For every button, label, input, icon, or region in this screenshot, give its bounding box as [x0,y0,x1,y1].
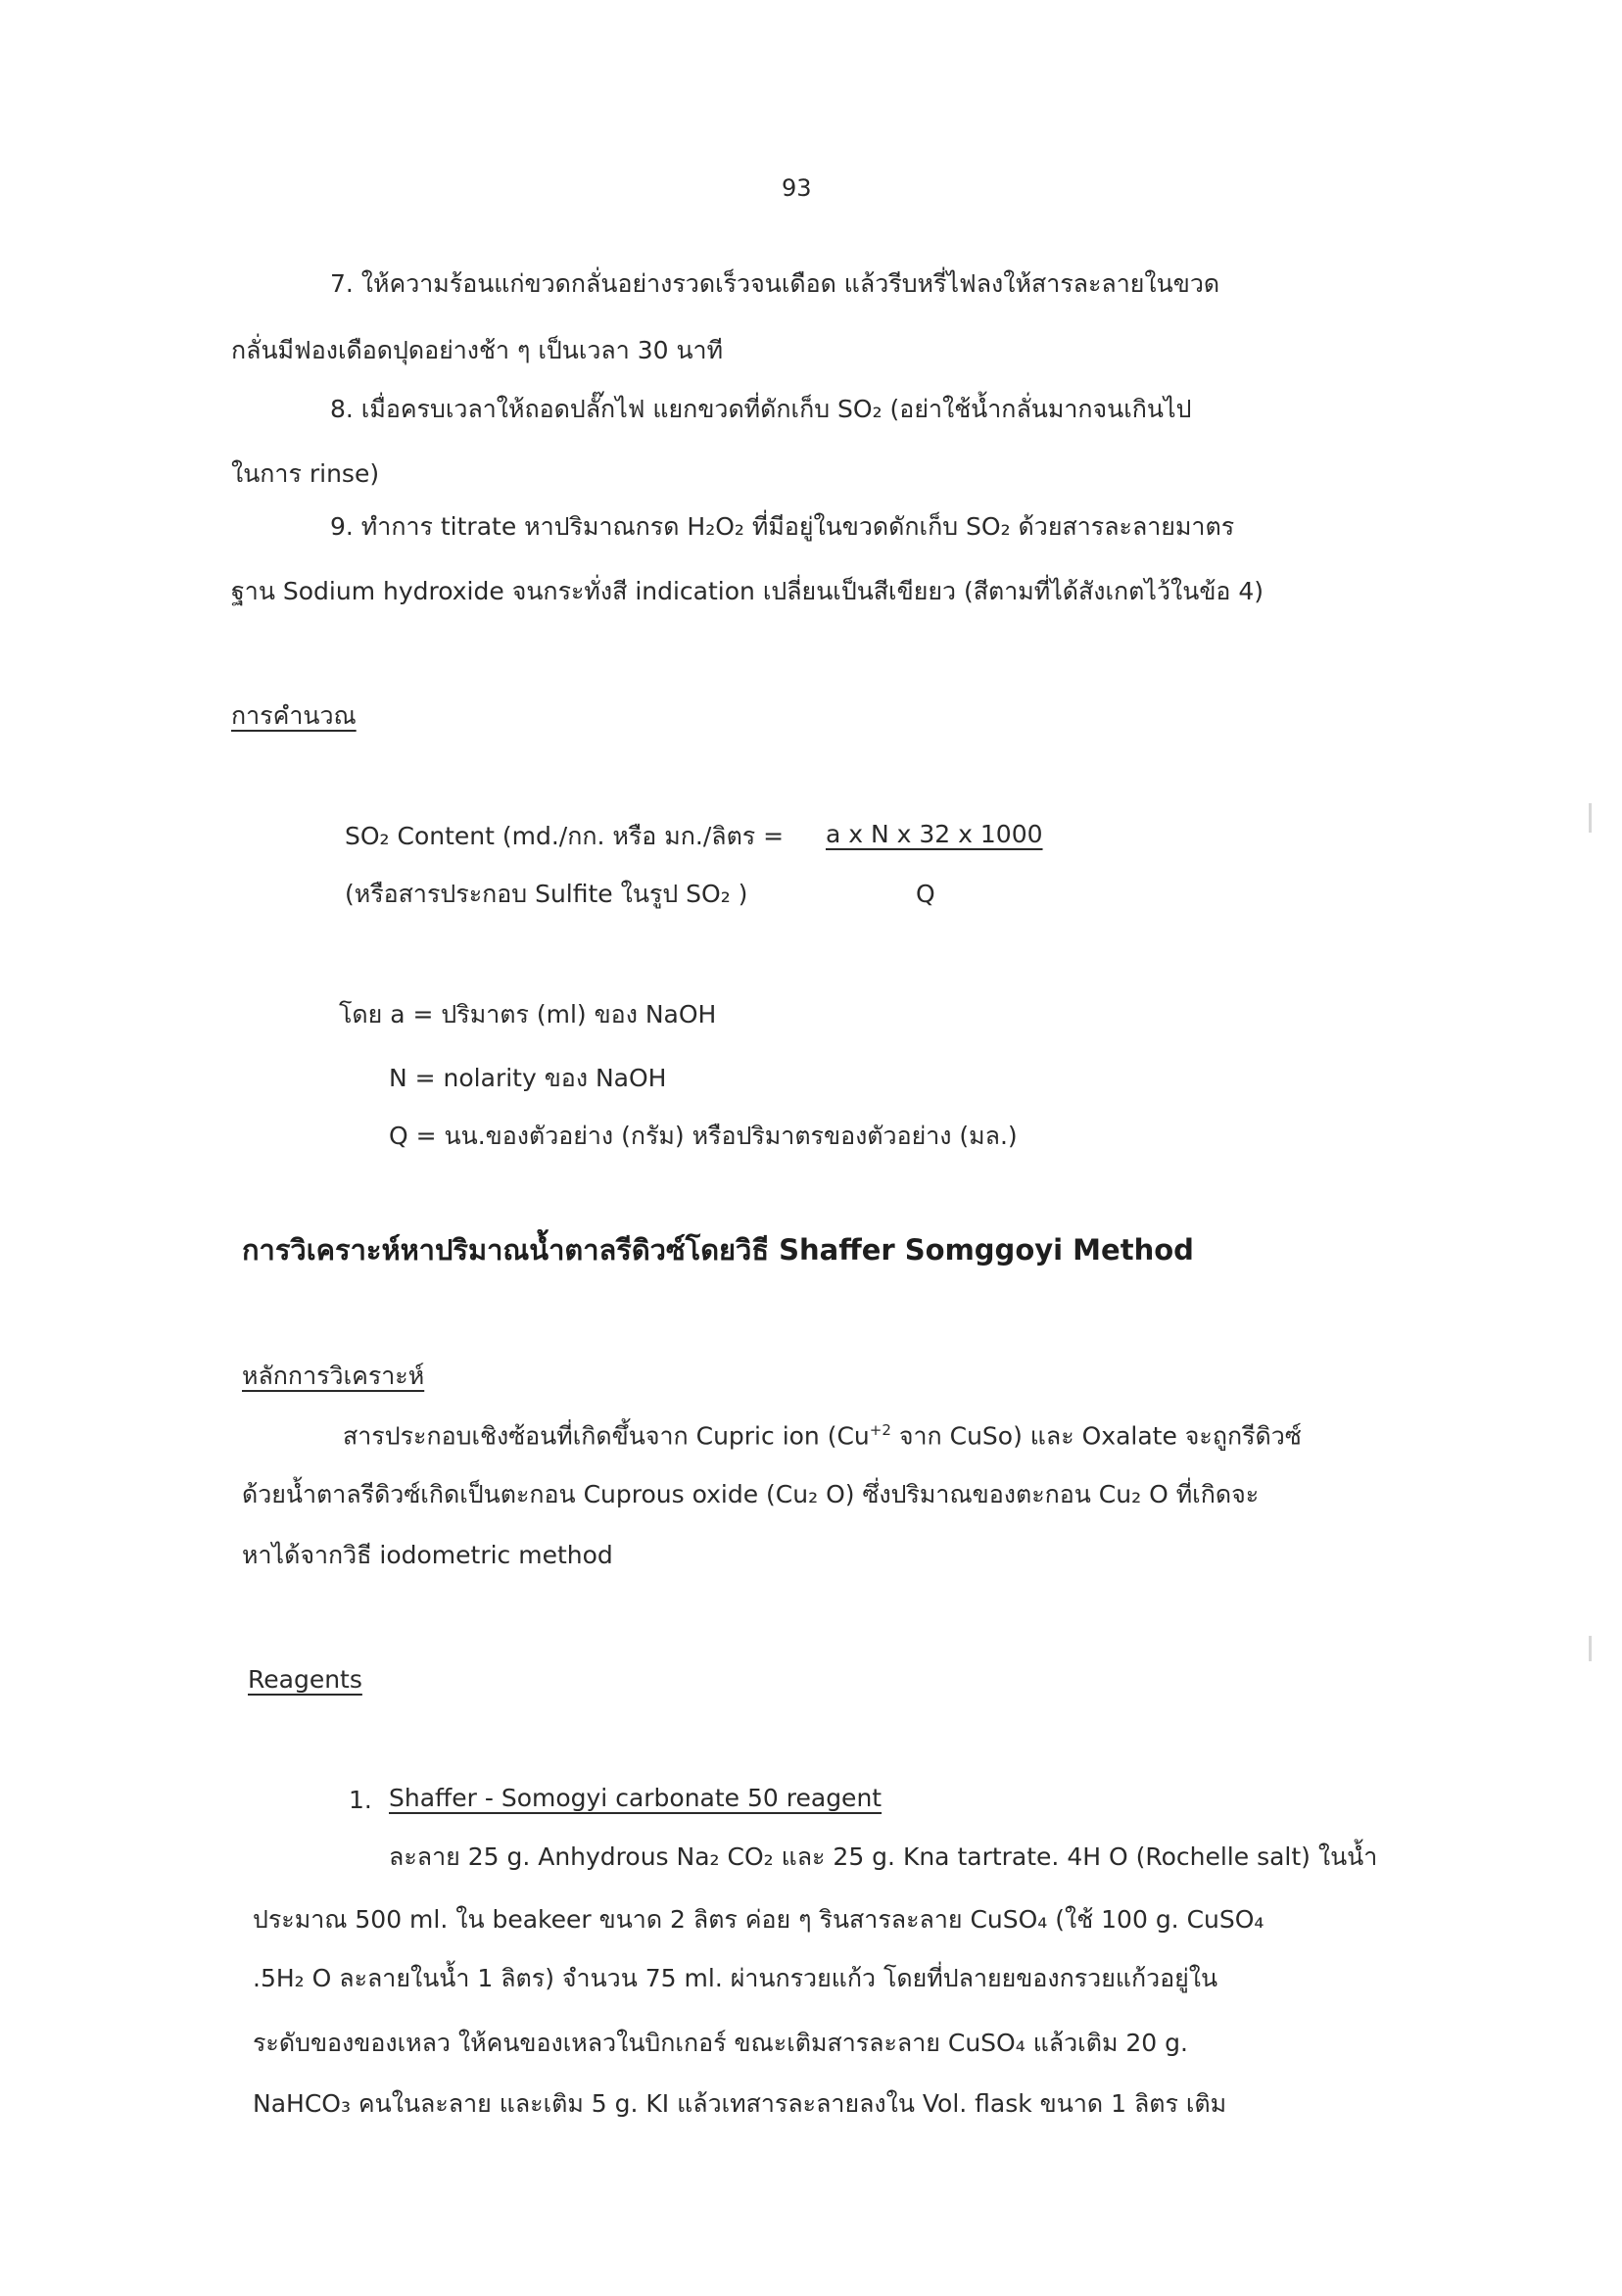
reagent-paragraph-line-2: ประมาณ 500 ml. ใน beakeer ขนาด 2 ลิตร ค่อย ๆ รินสารละลาย CuSO₄ (ใช้ 100 g. CuSO₄ [253,1905,1264,1934]
reagent-1-number: 1. [349,1786,372,1814]
reagents-heading: Reagents [248,1665,362,1694]
reagent-paragraph-line-5: NaHCO₃ คนในละลาย และเติม 5 g. KI แล้วเทสารละลายลงใน Vol. flask ขนาด 1 ลิตร เติม [253,2089,1227,2118]
definition-n: N = nolarity ของ NaOH [389,1064,667,1092]
calculation-heading: การคำนวณ [231,701,357,730]
section-title: การวิเคราะห์หาปริมาณน้ำตาลรีดิวซ์โดยวิธี Shaffer Somggoyi Method [242,1233,1194,1267]
step-7-line-2: กลั่นมีฟองเดือดปุดอย่างช้า ๆ เป็นเวลา 30 นาที [231,336,724,364]
principle-line-1b: จาก CuSo) และ Oxalate จะถูกรีดิวซ์ [890,1421,1302,1451]
formula-numerator: a x N x 32 x 1000 [826,820,1043,848]
step-9-line-1: 9. ทำการ titrate หาปริมาณกรด H₂O₂ ที่มีอยู่ในขวดดักเก็บ SO₂ ด้วยสารละลายมาตร [330,512,1235,541]
principle-superscript: +2 [869,1421,891,1439]
formula-left-2: (หรือสารประกอบ Sulfite ในรูป SO₂ ) [345,880,748,908]
definition-a: โดย a = ปริมาตร (ml) ของ NaOH [339,1000,717,1028]
step-7-line-1: 7. ให้ความร้อนแก่ขวดกลั่นอย่างรวดเร็วจนเดือด แล้วรีบหรี่ไฟลงให้สารละลายในขวด [330,269,1220,298]
scan-edge-mark [1589,1636,1592,1661]
step-8-line-1: 8. เมื่อครบเวลาให้ถอดปลั๊กไฟ แยกขวดที่ดักเก็บ SO₂ (อย่าใช้น้ำกลั่นมากจนเกินไป [330,395,1192,423]
scan-edge-mark [1589,803,1592,833]
formula-left: SO₂ Content (md./กก. หรือ มก./ลิตร = [345,822,785,850]
step-9-line-2: ฐาน Sodium hydroxide จนกระทั่งสี indication เปลี่ยนเป็นสีเขียยว (สีตามที่ได้สังเกตไว้ในข้อ 4) [231,577,1264,605]
page-number: 93 [782,174,812,202]
formula-denominator: Q [916,880,935,908]
step-8-line-2: ในการ rinse) [231,459,380,488]
principle-line-3: หาได้จากวิธี iodometric method [242,1541,613,1569]
reagent-1-title: Shaffer - Somogyi carbonate 50 reagent [389,1784,883,1812]
principle-line-1a: สารประกอบเชิงซ้อนที่เกิดขึ้นจาก Cupric ion (Cu [343,1421,870,1451]
principle-line-2: ด้วยน้ำตาลรีดิวซ์เกิดเป็นตะกอน Cuprous oxide (Cu₂ O) ซึ่งปริมาณของตะกอน Cu₂ O ที่เกิดจะ [242,1480,1260,1508]
definition-q: Q = นน.ของตัวอย่าง (กรัม) หรือปริมาตรของตัวอย่าง (มล.) [389,1122,1018,1150]
principle-heading: หลักการวิเคราะห์ [242,1362,425,1390]
reagent-paragraph-line-1: ละลาย 25 g. Anhydrous Na₂ CO₂ และ 25 g. Kna tartrate. 4H O (Rochelle salt) ในน้ำ [389,1842,1378,1871]
reagent-paragraph-line-4: ระดับของของเหลว ให้คนของเหลวในบิกเกอร์ ขณะเติมสารละลาย CuSO₄ แล้วเติม 20 g. [253,2029,1188,2057]
principle-line-1 [343,1412,1302,1454]
reagent-paragraph-line-3: .5H₂ O ละลายในน้ำ 1 ลิตร) จำนวน 75 ml. ผ่านกรวยแก้ว โดยที่ปลายยของกรวยแก้วอยู่ใน [253,1964,1218,1992]
